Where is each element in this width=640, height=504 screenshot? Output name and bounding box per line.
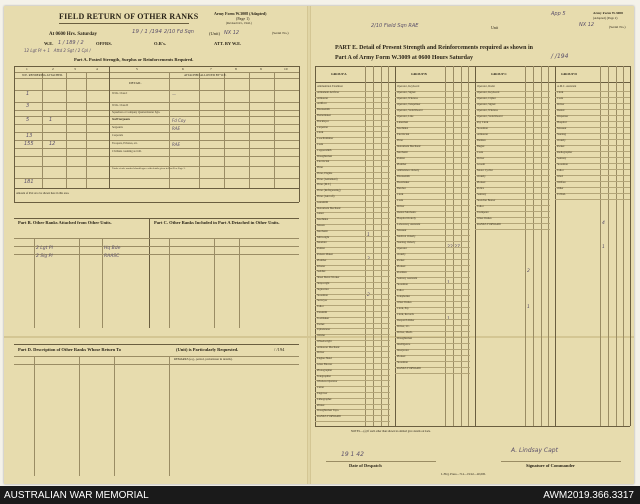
trade-row: Engraver [317, 392, 328, 396]
trade-row: Tailor [317, 305, 324, 309]
trade-row: Groom [477, 163, 485, 166]
trade-row: Operator, Wireless [397, 97, 418, 100]
trade-row: Instrument Mechanic [397, 145, 421, 148]
trade-row: Painter [317, 247, 325, 251]
trade-row: Cook [557, 97, 564, 100]
trade-row: Clerk [557, 91, 564, 94]
col-num-4: 4 [96, 67, 98, 71]
part-e-line2: Part A of Army Form W.3009 at 0600 Hours Saturday [335, 55, 473, 61]
trade-row: Pioneer [397, 355, 406, 358]
trade-row: Fitter (Aircraft) [317, 195, 335, 199]
trade-row: Fitter (Refrigerating) [317, 189, 341, 193]
trade-row: Machinist [397, 127, 409, 130]
col-num-2: 2 [52, 67, 54, 71]
trade-row: Carpenter [317, 125, 329, 129]
trade-row: Cook [477, 151, 484, 154]
trade-row: Coachtrimmer [317, 137, 334, 141]
trade-row: Postman [397, 271, 407, 274]
trade-row: Telegraphist [317, 374, 331, 378]
trade-row: RANKS FORWARD [317, 415, 341, 419]
col-num-6: 6 [182, 67, 184, 71]
we-header: W.E. RENDERING ATTACHED. [22, 73, 63, 77]
part-c-heading: Part C. Other Ranks Included in Part A Detached in Other Units. [154, 220, 280, 225]
col-num-7: 7 [210, 67, 212, 71]
trade-row: Blacksmith [317, 108, 330, 112]
part-e-title: PART E. Detail of Present Strength and Reinforcements required as shown in [335, 45, 534, 51]
trade-row: Sanitary [557, 157, 567, 160]
caption-left: AUSTRALIAN WAR MEMORIAL [4, 490, 149, 501]
trade-row: Medical Orderly [397, 235, 416, 238]
trade-row: Welder [317, 334, 326, 338]
hour-date: 19 / 1 /194 [132, 29, 162, 35]
we-label: W.E. [44, 41, 54, 46]
trade-row: Masseur [397, 229, 407, 232]
row-wo2: W.Os. Class II [112, 104, 129, 107]
trade-row: Bootmaker [397, 181, 410, 184]
trade-row: TOTAL [557, 193, 566, 196]
trade-row: Operator, Wireless [477, 109, 498, 112]
trade-row: Butcher [397, 187, 406, 190]
trade-row: Armament Artificer [317, 90, 340, 94]
trade-row: Clerk, Records [397, 313, 414, 316]
trade-row: Cutter [317, 386, 324, 390]
trade-row: Police [477, 187, 484, 190]
row-cqms: Squadron or Company Quartermaster Sgts. [112, 111, 161, 114]
trade-row: Sanitary Assistant [397, 277, 418, 280]
part-d-heading: Part D. Description of Other Ranks Whose Return To [18, 347, 121, 352]
trade-row: Surveyor [317, 299, 328, 303]
trade-row: Batman [477, 139, 486, 142]
trade-row: Boilermaker [317, 113, 331, 117]
trade-row: Operator, Cipher [477, 97, 496, 100]
trade-row: Cook [397, 199, 404, 202]
trade-row: Storeman [397, 283, 408, 286]
trade-row: Photographer [317, 368, 333, 372]
trade-row: Lithographer [317, 397, 332, 401]
trade-row: Operator, Line [397, 115, 414, 118]
form-page-label: (Page 1) [236, 16, 250, 21]
trade-row: Mechanic [397, 151, 409, 154]
trade-row: Operator, Signal [397, 91, 416, 94]
trade-row: Sanitary [477, 193, 487, 196]
trade-row: Draughtsman Topo. [317, 409, 340, 413]
trade-row: Telephonist [397, 295, 411, 298]
form-page-2: App 5 Army Form W.3008 (Adapted) (Page 2) 2/10 Field Sqn RAE Unit NX 12 (Serial No.) PART E. Detail of Present Strength and Reinforcements required as shown in Part A of Army Form W.3009 at 0600 Hours Saturday / /194 GROUP A GROUP B GROUP C GROUP D 1 3 2 22 27 1 1 2 1 4 1 NOTES.—(a) If such other than shown in omitted give details on back. 19 1 42 A. Lindsay Capt Date of Despatch Signature of Commander L.H.Q. Press—714—19/42—40,000. Ammunition Examiner Armament Artificer Armourer Artificer Blacksmith Boilermaker Bricklayer Carpenter Clerk Coachtrimmer Cook Coppersmith Draughtsman Electrician Fitter Fitter, Engine Fitter (Armament) Fitter (M.T.) Fitter (Refrigerating) Fitter (Aircraft) Gunsmith Instrument Mechanic Joiner Machinist Mason Mechanic Millwright Moulder Painter Pattern Maker Plumber Riveter Saddler Sheet Metal Worker Shipwright Signwriter Storeman Surveyor Tailor Tinsmith Toolmaker Turner Upholsterer Welder Wheelwright Armourer Mechanic Driver Engine Hand Glass Blower Photographer Telegraphist Wireless Operator Cutter Engraver Lithographer Printer Draughtsman Topo. RANKS FORWARD Operator, Keyboard Operator, Signal Operator, Wireless Operator, Teleprinter Operator, Switchboard Operator, Line Linesman Machinist Electrician Fitter Instrument Mechanic Mechanic Painter Plumber Ambulance Orderly Blacksmith Bootmaker Butcher Clerk Cook Driver Dental Mechanic Hospital Orderly Laboratory Assistant Masseur Medical Orderly Nursing Orderly Operator Orderly Packer Pioneer Postman Sanitary Assistant Storeman Tailor Telephonist Water Duties Clerk, Pay Clerk, Records Despatch Rider Driver, I.C. Driver, Mech. Draughtsman Intelligence Interpreter Pioneer Storeman RANKS FORWARD Operator, Radar Operator, Keyboard Operator, Cipher Operator, Signal Operator, Wireless Operator, Switchboard Pay Clerk Storeman Armourer Batman Bugler Cook Driver Groom Motor Cyclist Orderly Pioneer Police Sanitary Stretcher Bearer Tailor Trumpeter Water Duties RANKS FORWARD A.M.C. Assistant Clerk Cook Driver Dental Dispenser Hospital Masseur Nursing Orderly Packer Radiographer Sanitary Storeman Tailor Ward Welfare Other TOTAL [311, 6, 634, 484]
trade-row: Linesman [397, 121, 409, 124]
trade-row: Armourer [477, 133, 489, 136]
trade-row: Wheelwright [317, 339, 332, 343]
trade-row: Storeman [477, 127, 488, 130]
col-num-3: 3 [74, 67, 76, 71]
trade-row: Despatch Rider [397, 319, 415, 322]
trade-row: Hospital Orderly [397, 217, 416, 220]
form-revised: (Revised Oct., 1942.) [226, 21, 252, 25]
form-page-1: Army Form W.3008 (Adapted) (Page 1) (Revised Oct., 1942.) FIELD RETURN OF OTHER RANKS (Serial No.) NX 12 At 0600 Hrs. Saturday 19 / 1 /194 2/10 Fd Sqn (Unit) W.E. 1 / 189 / 2 OFFRS. O.R's. ATT. BY W.E. 12 Lgt Pl + 1 Attd 2 Sgt / 2 Cpl / Part A. Posted Strength, Surplus or Reinforcements Required. 1 2 3 4 5 6 7 8 9 10 W.E. RENDERING ATTACHED. ATTACHED ALLOWED BY W.E. DETAIL W.Os. Class I W.Os. Class II Squadron or Company Quartermaster Sgts. Staff Sergeants Sergeants Corporals Troopers, Privates, etc. Civilians counting as O.R. Totals of ads. marked should agree with details given in Part B or Page 3. 1 3 5 13 155 181 1 12 — Fd Coy RAE RAE Amount of Part A to be shown here in this area. Part B. Other Ranks Attached from Other Units. Part C. Other Ranks Included in Part A Detached in Other Units. 2 Lgt Pl 2 Sig Pl Hq Bde RAASC Part D. Description of Other Ranks Whose Return To (Unit) is Particularly Requested. / /194 REMARKS (e.g., period, probationer in details). [4, 6, 307, 484]
trade-row: Clerk [397, 193, 404, 196]
trade-row: Electrician [317, 160, 330, 164]
bottom-notes: NOTES.—(a) If such other than shown in omitted give details on back. [351, 430, 431, 433]
trade-row: Bricklayer [317, 119, 329, 123]
trade-row: Laboratory Assistant [397, 223, 421, 226]
part-d-remarks: REMARKS (e.g., period, probationer in details). [174, 357, 233, 361]
trade-row: Operator, Radar [477, 85, 495, 88]
caption-bar [0, 486, 640, 504]
trade-row: Intelligence [397, 343, 411, 346]
trade-row: Packer [557, 145, 565, 148]
trade-row: Machinist [317, 218, 329, 222]
trade-row: Joiner [317, 212, 324, 216]
form-id-page2: Army Form W.3008 [593, 11, 623, 15]
trade-row: Mason [317, 224, 325, 228]
trade-row: Engine Hand [317, 357, 332, 361]
trade-row: Hospital [557, 121, 567, 124]
trade-row: Motor Cyclist [477, 169, 493, 172]
trade-row: Electrician [397, 133, 410, 136]
row-civ: Civilians counting as O.R. [112, 150, 142, 153]
trade-row: Fitter (Armament) [317, 177, 338, 181]
trade-row: Armourer [317, 96, 329, 100]
trade-row: Tailor [557, 169, 564, 172]
group-c: GROUP C [491, 72, 507, 76]
trade-row: Wireless Operator [317, 380, 338, 384]
trade-row: Driver, I.C. [397, 325, 410, 328]
trade-row: Blacksmith [397, 175, 410, 178]
trade-row: Bugler [477, 145, 485, 148]
detail-label: DETAIL [129, 81, 142, 85]
trade-row: Operator, Switchboard [477, 115, 503, 118]
corner-note: App 5 [551, 11, 566, 17]
trade-row: Storeman [317, 293, 328, 297]
trade-row: Ammunition Examiner [317, 85, 343, 88]
trade-row: RANKS FORWARD [397, 367, 421, 370]
trade-row: Plumber [317, 258, 327, 262]
trade-row: Masseur [557, 127, 567, 130]
trade-row: Stretcher Bearer [477, 199, 496, 202]
trade-row: Shipwright [317, 281, 330, 285]
trade-row: Dental [557, 109, 565, 112]
trade-row: Operator, Teleprinter [397, 103, 421, 106]
unit-label-p2: Unit [491, 25, 499, 30]
trade-row: Pioneer [477, 181, 486, 184]
part-d-date: / /194 [274, 347, 285, 352]
trade-row: Radiographer [557, 151, 573, 154]
form-title: FIELD RETURN OF OTHER RANKS [59, 12, 199, 21]
trade-row: Driver [477, 157, 485, 160]
col-num-1: 1 [26, 67, 28, 71]
col-num-9: 9 [260, 67, 262, 71]
caption-right: AWM2019.366.3317 [543, 490, 634, 501]
trade-row: Orderly [477, 175, 486, 178]
trade-row: Pattern Maker [317, 253, 333, 256]
trade-row: Fitter, Engine [317, 171, 333, 175]
group-b: GROUP B [411, 72, 427, 76]
print-line: L.H.Q. Press—714—19/42—40,000. [441, 472, 486, 476]
trade-row: Sheet Metal Worker [317, 276, 340, 280]
trade-row: Dispenser [557, 115, 569, 118]
trade-row: Operator [397, 247, 407, 250]
trade-row: Driver, Mech. [397, 331, 413, 334]
trade-row: Trumpeter [477, 211, 489, 214]
trade-row: Orderly [557, 139, 566, 142]
part-d-tail: (Unit) is Particularly Requested. [176, 347, 239, 352]
trade-row: Moulder [317, 241, 327, 245]
row-wo1: W.Os. Class I [112, 92, 128, 95]
offrs-label: OFFRS. [96, 41, 112, 46]
part-b-heading: Part B. Other Ranks Attached from Other Units. [18, 220, 112, 225]
trade-row: Fitter (M.T.) [317, 183, 332, 187]
trade-row: Plumber [397, 163, 407, 166]
trade-row: Upholsterer [317, 328, 331, 332]
trade-row: RANKS FORWARD [477, 223, 501, 226]
trade-row: Instrument Mechanic [317, 206, 341, 210]
col-num-5: 5 [136, 67, 138, 71]
trade-row: Water Duties [477, 217, 492, 220]
trade-row: Nursing [557, 133, 567, 136]
trade-row: Glass Blower [317, 363, 333, 367]
trade-row: Pioneer [397, 265, 406, 268]
group-a: GROUP A [331, 72, 347, 76]
part-e-date: / /194 [551, 53, 569, 60]
trade-row: Storeman [397, 361, 408, 364]
trade-row: Clerk [317, 131, 324, 135]
ors-label: O.R's. [154, 41, 167, 46]
row-totals: Totals of ads. marked should agree with details given in Part B or Page 3. [112, 167, 186, 170]
trade-row: Tailor [397, 289, 404, 292]
trade-row: Driver [557, 103, 565, 106]
trade-row: Packer [397, 259, 405, 262]
att-label: ATT. BY W.E. [214, 41, 242, 46]
trade-row: Draughtsman [397, 337, 413, 340]
trade-row: Painter [397, 157, 405, 160]
trade-row: Mechanic [317, 229, 329, 233]
trade-row: Storeman [557, 163, 568, 166]
serial-label-p2: (Serial No.) [609, 25, 626, 29]
trade-row: Armourer Mechanic [317, 345, 340, 349]
trade-row: Interpreter [397, 349, 409, 352]
form-id-page1: Army Form W.3008 (Adapted) [214, 11, 267, 16]
hour-line: At 0600 Hrs. Saturday [49, 32, 98, 37]
trade-row: Operator, Switchboard [397, 109, 423, 112]
trade-row: Pay Clerk [477, 121, 489, 124]
trade-row: Water Duties [397, 301, 412, 304]
signature-label: Signature of Commander [526, 463, 575, 468]
trade-row: Operator, Keyboard [397, 85, 420, 88]
unit-label: (Unit) [209, 31, 220, 36]
trade-row: Operator, Signal [477, 103, 496, 106]
trade-row: Tailor [477, 205, 484, 208]
trade-row: Draughtsman [317, 154, 333, 158]
trade-row: Driver [397, 205, 405, 208]
trade-row: Nursing Orderly [397, 241, 416, 244]
trade-row: Printer [317, 403, 325, 407]
trade-row: Orderly [397, 253, 406, 256]
trade-row: Driver [317, 351, 325, 355]
trade-row: Turner [317, 322, 325, 326]
trade-row: Clerk, Pay [397, 307, 409, 310]
trade-row: Gunsmith [317, 200, 329, 204]
trade-row: Welfare [557, 181, 566, 184]
scanned-form-sheet [4, 6, 634, 484]
trade-row: Fitter [397, 139, 404, 142]
trade-row: Artificer [317, 102, 327, 106]
trade-row: Other [557, 187, 564, 190]
trade-row: Operator, Keyboard [477, 91, 500, 94]
date-of-despatch: Date of Despatch [349, 463, 382, 468]
trade-row: A.M.C. Assistant [557, 85, 577, 88]
group-d: GROUP D [561, 72, 577, 76]
trade-row: Fitter [317, 166, 324, 170]
trade-row: Ward [557, 175, 563, 178]
trade-row: Toolmaker [317, 316, 330, 320]
trade-row: Dental Mechanic [397, 211, 417, 214]
row-sgt: Sergeants [112, 126, 123, 129]
col-num-10: 10 [284, 67, 288, 71]
trade-row: Tinsmith [317, 310, 328, 314]
row-ptes: Troopers, Privates, etc. [112, 142, 138, 145]
part-a-heading: Part A. Posted Strength, Surplus or Reinforcements Required. [74, 57, 194, 62]
row-ssgt: Staff Sergeants [112, 118, 131, 121]
trade-row: Cook [317, 142, 324, 146]
trade-row: Signwriter [317, 287, 329, 291]
trade-row: Ambulance Orderly [397, 169, 420, 172]
trade-row: Riveter [317, 264, 326, 268]
trade-row: Coppersmith [317, 148, 332, 152]
trade-row: Millwright [317, 235, 330, 239]
trade-row: Saddler [317, 270, 326, 274]
col-num-8: 8 [235, 67, 237, 71]
form-page2-label: (Adapted) (Page 2) [593, 16, 618, 20]
serial-label: (Serial No.) [272, 31, 289, 35]
row-cpl: Corporals [112, 134, 124, 137]
attached-header: ATTACHED ALLOWED BY W.E. [184, 73, 227, 77]
